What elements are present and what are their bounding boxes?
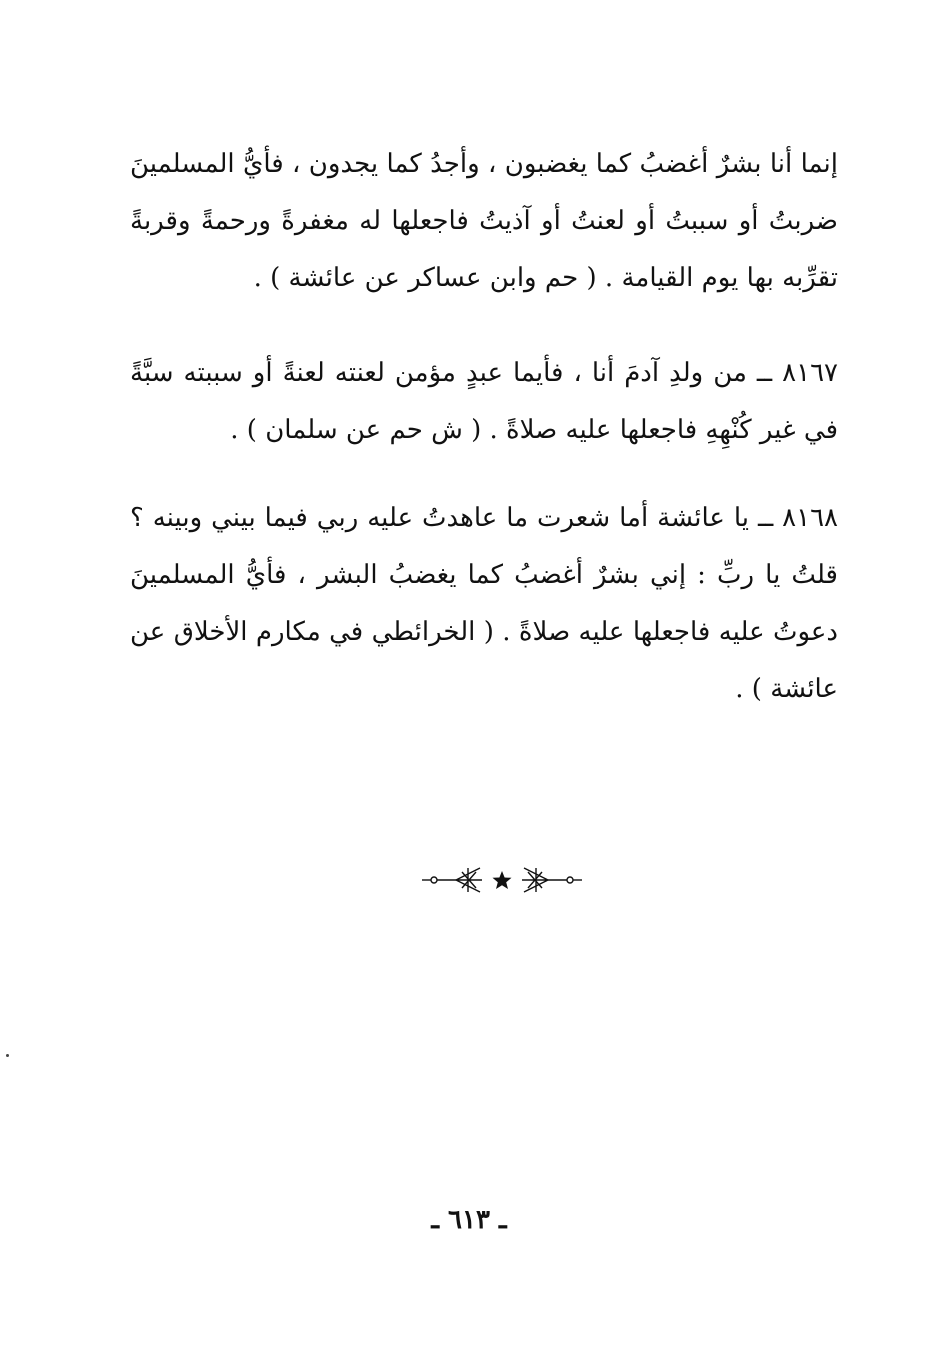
paragraph-hadith-8167: ٨١٦٧ ــ من ولدِ آدمَ أنا ، فأيما عبدٍ مؤمن لعنته لعنةً أو سببته سبَّةً في غير كُنْهِهِ فاجعلها عليه صلاةً . ( ش حم عن سلمان ) .	[130, 358, 838, 445]
section-divider-ornament	[420, 860, 584, 900]
right-flourish-icon	[522, 868, 582, 892]
page-number: ـ ٦١٣ ـ	[431, 1205, 507, 1235]
paragraph-hadith-continuation: إنما أنا بشرٌ أغضبُ كما يغضبون ، وأجدُ كما يجدون ، فأيُّ المسلمينَ ضربتُ أو سببتُ أو لعنتُ أو آذيتُ فاجعلها له مغفرةً ورحمةً وقربةً تقرِّبه بها يوم القيامة . ( حم وابن عساكر عن عائشة ) .	[130, 149, 838, 293]
left-flourish-icon	[422, 868, 482, 892]
paragraph-hadith-8168: ٨١٦٨ ــ يا عائشة أما شعرت ما عاهدتُ عليه ربي فيما بيني وبينه ؟ قلتُ يا ربِّ : إني بشرٌ أغضبُ كما يغضبُ البشر ، فأيُّ المسلمينَ دعوتُ عليه فاجعلها عليه صلاةً . ( الخرائطي في مكارم الأخلاق عن عائشة ) .	[130, 503, 838, 704]
star-icon	[493, 871, 512, 889]
scan-speck	[6, 1054, 9, 1057]
